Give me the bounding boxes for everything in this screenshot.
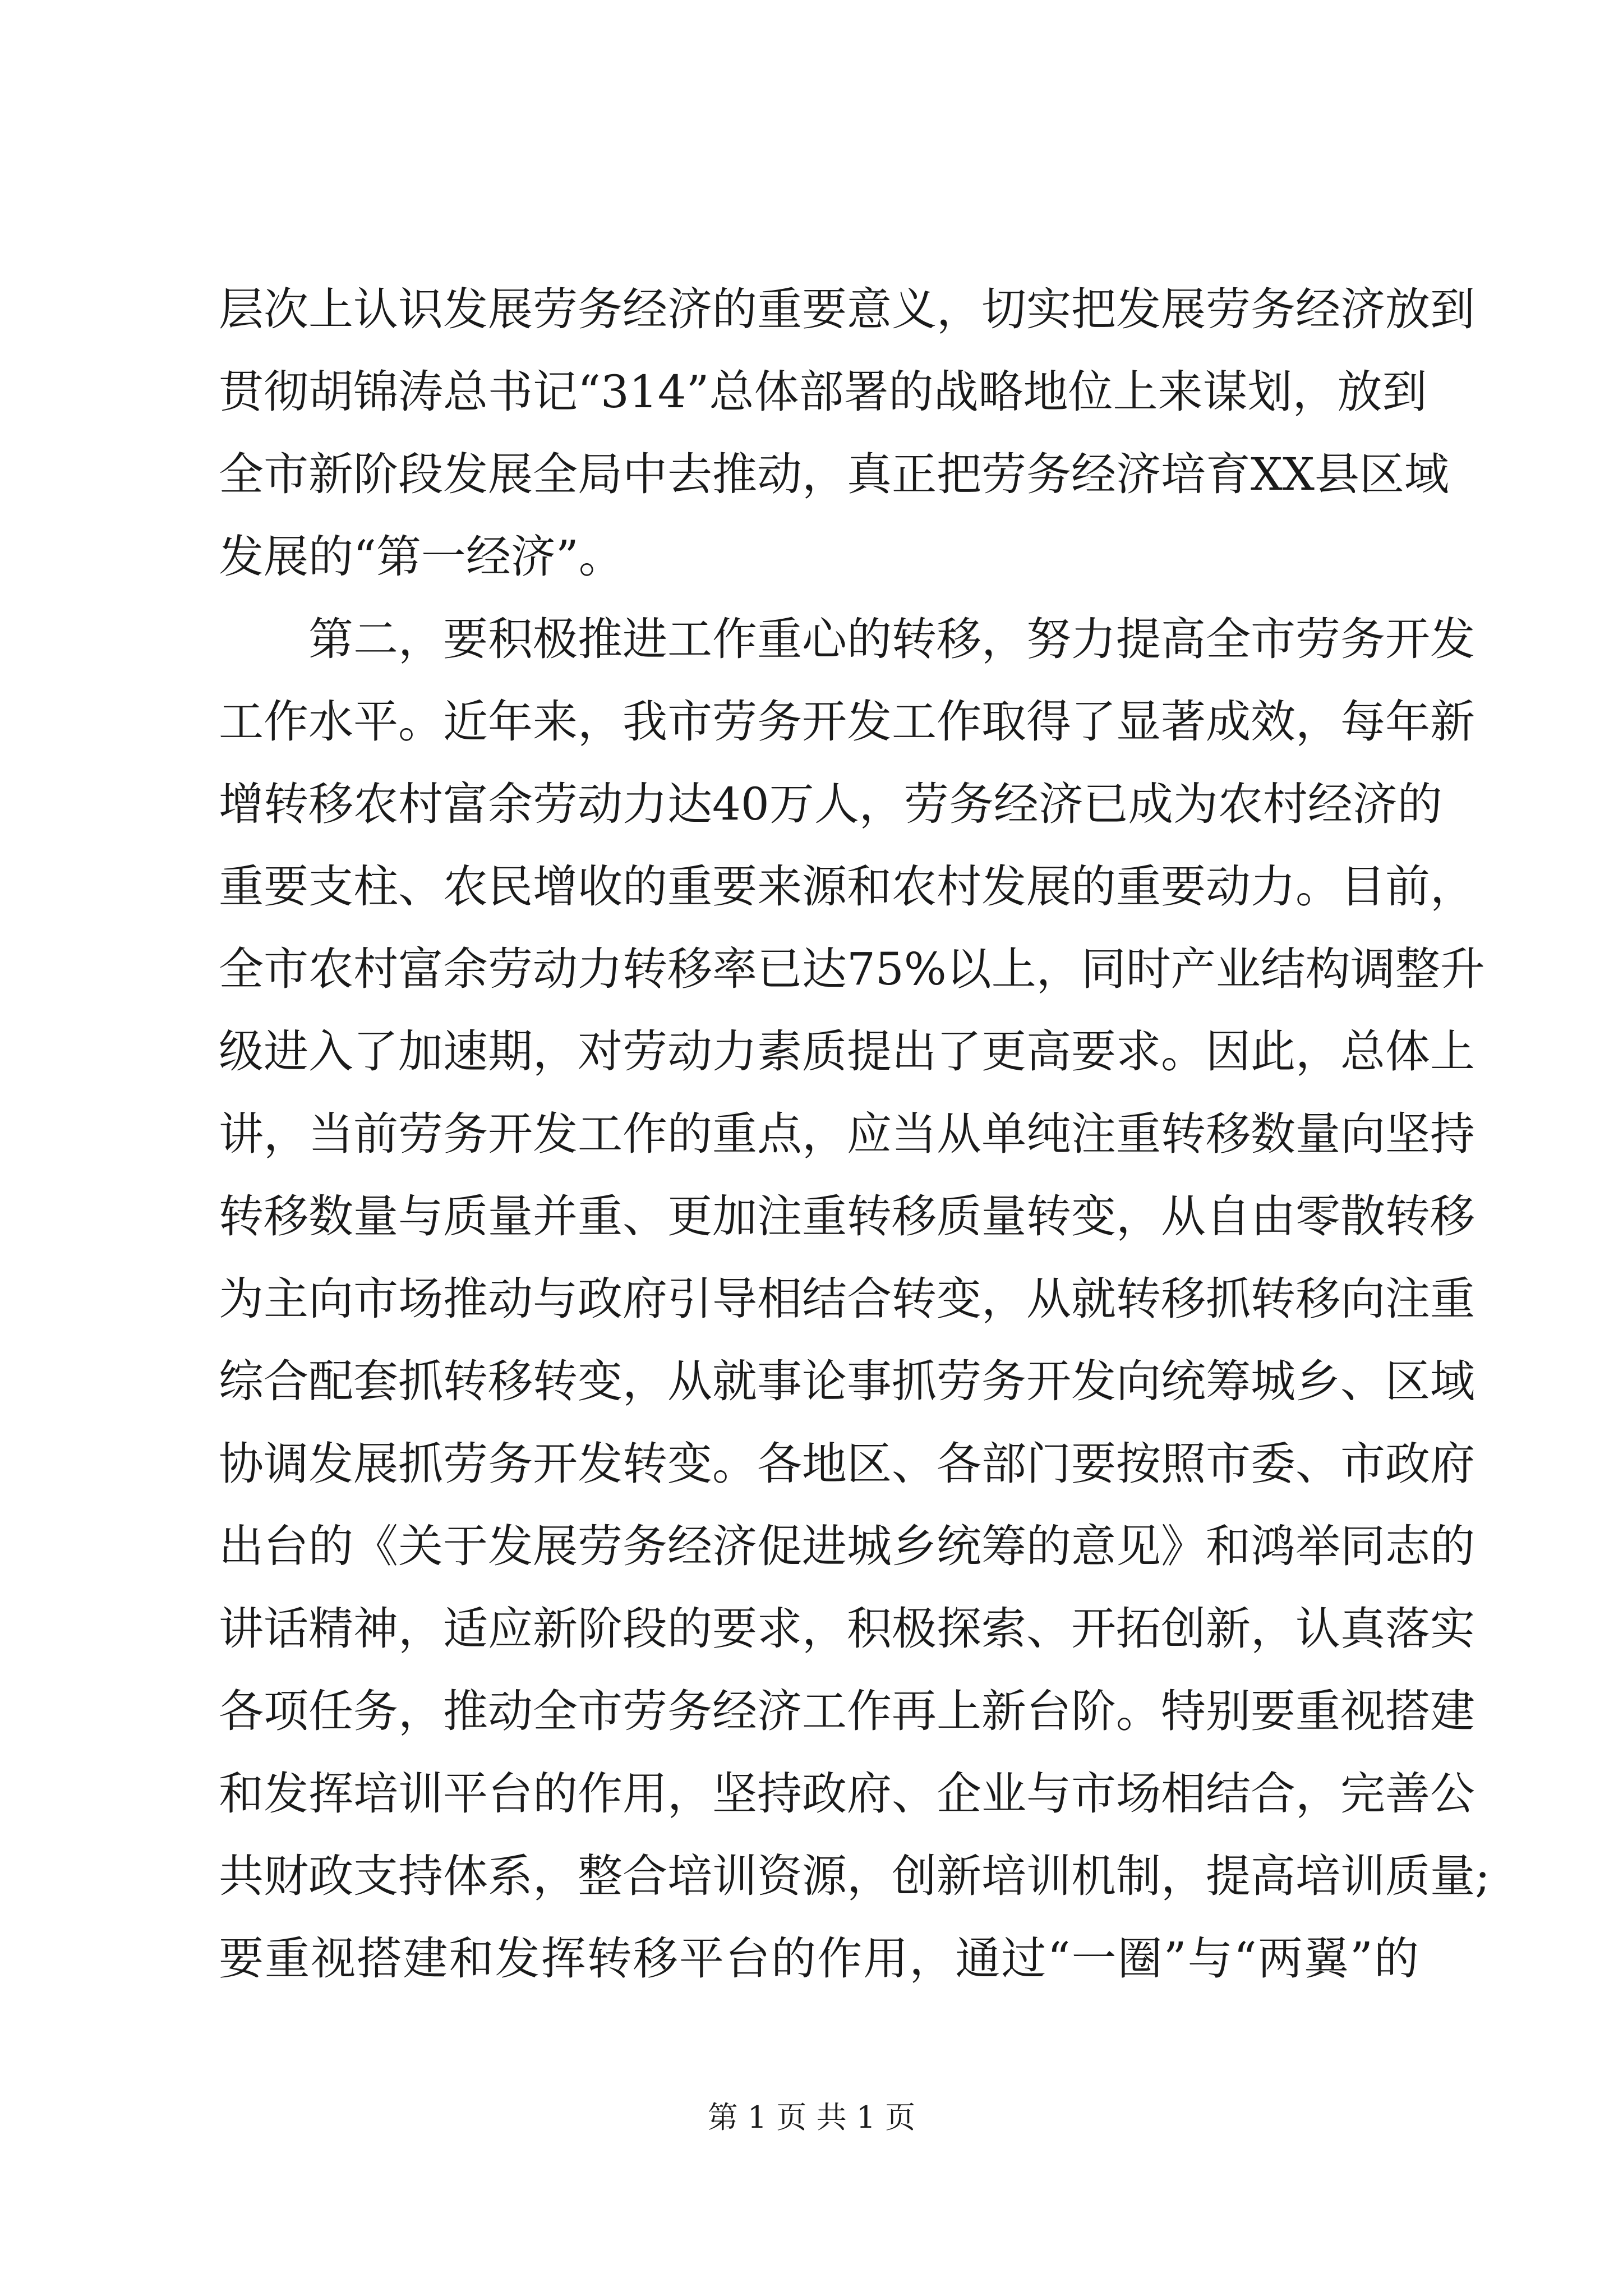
text-line: 增转移农村富余劳动力达40万人，劳务经济已成为农村经济的	[219, 778, 1442, 830]
page-footer	[0, 2095, 1623, 2140]
text-line: 要重视搭建和发挥转移平台的作用，通过“一圈”与“两翼”的	[219, 1932, 1419, 1985]
page-number-label: 第 1 页 共 1 页	[707, 2100, 916, 2135]
text-line: 出台的《关于发展劳务经济促进城乡统筹的意见》和鸿举同志的	[219, 1520, 1475, 1572]
text-line: 贯彻胡锦涛总书记“314”总体部署的战略地位上来谋划，放到	[219, 366, 1427, 418]
text-line: 发展的“第一经济”。	[219, 531, 624, 583]
text-line: 共财政支持体系，整合培训资源，创新培训机制，提高培训质量;	[219, 1850, 1490, 1902]
text-line: 全市农村富余劳动力转移率已达75%以上，同时产业结构调整升	[219, 943, 1485, 995]
text-line: 综合配套抓转移转变，从就事论事抓劳务开发向统筹城乡、区域	[219, 1355, 1475, 1407]
text-line: 各项任务，推动全市劳务经济工作再上新台阶。特别要重视搭建	[219, 1685, 1475, 1737]
text-line: 讲话精神，适应新阶段的要求，积极探索、开拓创新，认真落实	[219, 1603, 1475, 1655]
text-line: 为主向市场推动与政府引导相结合转变，从就转移抓转移向注重	[219, 1273, 1475, 1325]
document-body	[219, 268, 1490, 2000]
text-line: 协调发展抓劳务开发转变。各地区、各部门要按照市委、市政府	[219, 1438, 1475, 1490]
paragraph-1	[219, 268, 1475, 598]
text-line: 第二，要积极推进工作重心的转移，努力提高全市劳务开发	[308, 613, 1475, 665]
text-line: 层次上认识发展劳务经济的重要意义，切实把发展劳务经济放到	[219, 283, 1475, 335]
text-line: 工作水平。近年来，我市劳务开发工作取得了显著成效，每年新	[219, 696, 1475, 748]
text-line: 讲，当前劳务开发工作的重点，应当从单纯注重转移数量向坚持	[219, 1108, 1475, 1160]
text-line: 和发挥培训平台的作用，坚持政府、企业与市场相结合，完善公	[219, 1768, 1475, 1820]
text-line: 级进入了加速期，对劳动力素质提出了更高要求。因此，总体上	[219, 1025, 1475, 1078]
text-line: 全市新阶段发展全局中去推动，真正把劳务经济培育XX县区域	[219, 448, 1449, 500]
paragraph-2	[219, 598, 1490, 2000]
text-line: 重要支柱、农民增收的重要来源和农村发展的重要动力。目前，	[219, 861, 1475, 913]
text-line: 转移数量与质量并重、更加注重转移质量转变，从自由零散转移	[219, 1190, 1475, 1243]
